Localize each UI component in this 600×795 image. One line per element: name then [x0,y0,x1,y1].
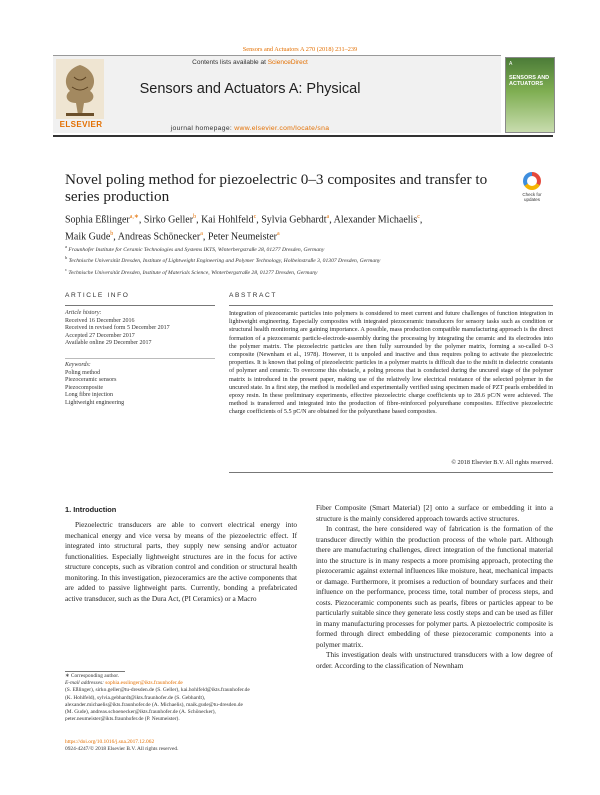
author-sup[interactable]: a [277,231,280,238]
article-title: Novel poling method for piezoelectric 0–3 composites and transfer to series production [65,171,488,205]
author-name[interactable]: Andreas Schönecker [117,231,201,243]
article-history [65,310,215,348]
authors-line-2: Maik Gude$^b$, Andreas Schönecker$^a$, Peter Neumeister$^a$ [65,231,280,243]
affiliation-text: Technische Universität Dresden, Institute of Materials Science, Winterbergstraße 28, 01277 Dresden, Germany [68,269,318,276]
keyword-item: Piezocomposite [65,384,103,391]
cover-title: SENSORS AND ACTUATORS [509,75,550,87]
journal-title: Sensors and Actuators A: Physical [139,81,361,97]
doi-link[interactable]: https://doi.org/10.1016/j.sna.2017.12.062 [65,739,155,745]
affiliations [65,243,535,277]
contents-prefix: Contents lists available at [192,59,266,66]
keyword-item: Piezoceramic sensors [65,377,117,383]
corresponding-author: ∗ Corresponding author. [65,673,120,679]
journal-reference[interactable]: Sensors and Actuators A 270 (2018) 231–239 [242,46,358,53]
email-line[interactable]: (S. Eßlinger), sirko.geller@tu-dresden.de (S. Geller), kai.hohlfeld@ikts.fraunhofer.de [65,687,250,694]
author-name[interactable]: Sophia Eßlinger [65,214,130,226]
author-sup[interactable]: b [193,214,197,220]
affiliation-sup: b [65,255,68,261]
footnote [65,673,295,723]
keyword-item: Lightweight engineering [65,399,125,406]
elsevier-tree-logo [56,59,104,119]
journal-cover-image[interactable] [505,57,555,133]
introduction-heading: 1. Introduction [65,505,117,514]
article-info-rule [65,305,215,306]
author-sup[interactable]: c [417,214,420,220]
sciencedirect-link[interactable]: ScienceDirect [267,59,308,66]
elsevier-wordmark: ELSEVIER [59,120,103,129]
issn-line: 0924-4247/© 2018 Elsevier B.V. All rights reserved. [65,746,179,753]
keywords-label: Keywords: [65,362,91,368]
intro-paragraph: This investigation deals with unstructured transducers with a low degree of order. According to the classification of Newnham [316,650,553,670]
affiliation-text: Technische Universität Dresden, Institute of Lightweight Engineering and Polymer Technology, Holbeinstraße 3, 01307 Dresden, Germany [68,258,381,265]
author-name[interactable]: Maik Gude [65,231,111,243]
email-link[interactable]: sophia.esslinger@ikts.fraunhofer.de [105,680,183,687]
affiliation-sup: a [65,244,67,249]
abstract-rule [229,305,553,306]
author-sup[interactable]: b [110,231,114,238]
introduction-left-column [65,520,297,604]
affiliation-text: Fraunhofer Institute for Ceramic Technologies and Systems IKTS, Winterbergstraße 28, 01277 Dresden, Germany [68,246,325,253]
article-info-heading: ARTICLE INFO [65,292,130,299]
email-label: E-mail addresses: [65,680,104,687]
check-for-updates-badge[interactable] [514,172,550,206]
author-name[interactable]: Kai Hohlfeld [201,214,254,226]
author-sup[interactable]: a [326,214,330,220]
history-item: Accepted 27 December 2017 [65,332,135,339]
homepage-link[interactable]: www.elsevier.com/locate/sna [234,125,330,132]
info-divider [65,358,215,359]
abstract-heading: ABSTRACT [229,292,277,299]
authors-line-1: Sophia Eßlinger$^{a,∗}$, Sirko Geller$^b$, Kai Hohlfeld$^c$, Sylvia Gebhardt$^a$, Alexander Michaelis$^c$, [65,214,423,226]
intro-paragraph: Piezoelectric transducers are able to convert electrical energy into mechanical energy and vice versa by means of the piezoelectric effect. If integrated into structural parts, they supply new sensing and/or actuator functionalities. Especially lightweight structures are in the focus for active structure concepts, such as vibration control and condition or structural health monitoring. In this investigation, piezoceramics are the active components that are added to passive lightweight parts. Currently, bonding a prefabricated active transducer, such as the Dura Act, (PI Ceramics) or a Macro [65,520,297,603]
doi-block [65,739,295,753]
email-line[interactable]: peter.neumeister@ikts.fraunhofer.de (P. Neumeister). [65,716,180,723]
author-sup[interactable]: a [200,231,203,238]
author-name[interactable]: Peter Neumeister [207,231,278,243]
contents-line [110,59,390,66]
author-list [65,210,535,245]
author-name[interactable]: Sirko Geller [143,214,194,226]
author-name[interactable]: Alexander Michaelis [333,214,418,226]
affiliation-sup: c [65,266,67,272]
check-updates-icon [523,172,541,190]
cover-corner-letter: A [509,61,513,67]
keyword-item: Poling method [65,369,101,376]
keyword-item: Long fibre injection [65,392,113,398]
affiliation-item [65,254,535,265]
intro-paragraph: In contrast, the here considered way of fabrication is the formation of the transducer directly within the production process of the whole part. Although there are manufacturing challenges, direct integration of the functional material into the structure is in many respects a more promising approach, protecting the piezoceramic against external influences like moisture, heat, mechanical impacts or damage. Furthermore, it promises a reduction of boundary surfaces and their influence on the performance, process time, total number of process steps, and costs. Piezoceramic components such as pearls, fibres or particles appear to be particularly suitable since they generate less costly steps and can be used as filler in many manufacturing processes for polymer parts. A piezoelectric composite is formed through direct embedding of these piezoceramic components into a polymer matrix. [316,524,553,649]
author-sup[interactable]: a,∗ [129,214,139,220]
email-line[interactable]: (K. Hohlfeld), sylvia.gebhardt@ikts.fraunhofer.de (S. Gebhardt), [65,694,206,701]
footnote-rule [65,671,125,672]
email-line[interactable]: (M. Gude), andreas.schoenecker@ikts.fraunhofer.de (A. Schönecker), [65,709,216,716]
homepage-label: journal homepage: [170,125,233,132]
journal-homepage [110,125,390,132]
affiliation-item [65,243,535,254]
history-item: Available online 29 December 2017 [65,340,152,346]
abstract-copyright: © 2018 Elsevier B.V. All rights reserved. [451,459,553,466]
author-sup[interactable]: c [253,214,257,220]
introduction-right-column [316,503,553,671]
history-label: Article history: [65,310,102,316]
intro-paragraph: Fiber Composite (Smart Material) [2] onto a surface or embedding it into a structure is the mainly considered approach towards active structures. [316,503,553,523]
check-updates-label: Check for updates [522,192,542,202]
header-divider [53,135,553,137]
abstract-body: Integration of piezoceramic particles into polymers is considered to meet current and future challenges of function integration in lightweight engineering. Especially composites with integrated piezoceramic transducers for sensory tasks such as condition or structural health monitoring are gaining importance. A possible, mass production compatible manufacturing approach is the direct formation of a piezoceramic particle-electrode-assembly during the processing by integrating the ceramic and its electrodes into the polymer matrix. The piezoelectric particles are then fully surrounded by the polymer matrix, forming a so-called 0–3 composite (Newnham et al., 1978). However, it is unpoled and inactive and thus requires poling to activate the piezoelectric properties. It is known that poling of piezoelectric particles in a polymer matrix is difficult due to the misfit in dielectric constants of polymer and ceramic. To overcome this obstacle, a poling process that is conducted during the uncured stage of the polymer matrix is introduced in the present paper, making use of the relatively low electrical resistance of the selected polymer in the uncured state. In a first step, the method is modelled and experimentally verified using specimen made of PZT pearls embedded in epoxy resin. In these preliminary experiments, effective piezoelectric charge coefficients up to 28.6 pC/N were achieved. The method is transferred and integrated into the production of fibre-reinforced polyurethane composites. Effective piezoelectric charge coefficients of 5.5 pC/N are obtained for the polyurethane based composites. [229,310,553,416]
affiliation-item [65,266,535,277]
history-item: Received 16 December 2016 [65,317,135,324]
history-item: Received in revised form 5 December 2017 [65,325,170,331]
keywords [65,362,215,407]
abstract-bottom-rule [229,472,553,473]
email-line[interactable]: alexander.michaelis@ikts.fraunhofer.de (A. Michaelis), maik.gude@tu-dresden.de [65,701,243,708]
author-name[interactable]: Sylvia Gebhardt [261,214,327,226]
